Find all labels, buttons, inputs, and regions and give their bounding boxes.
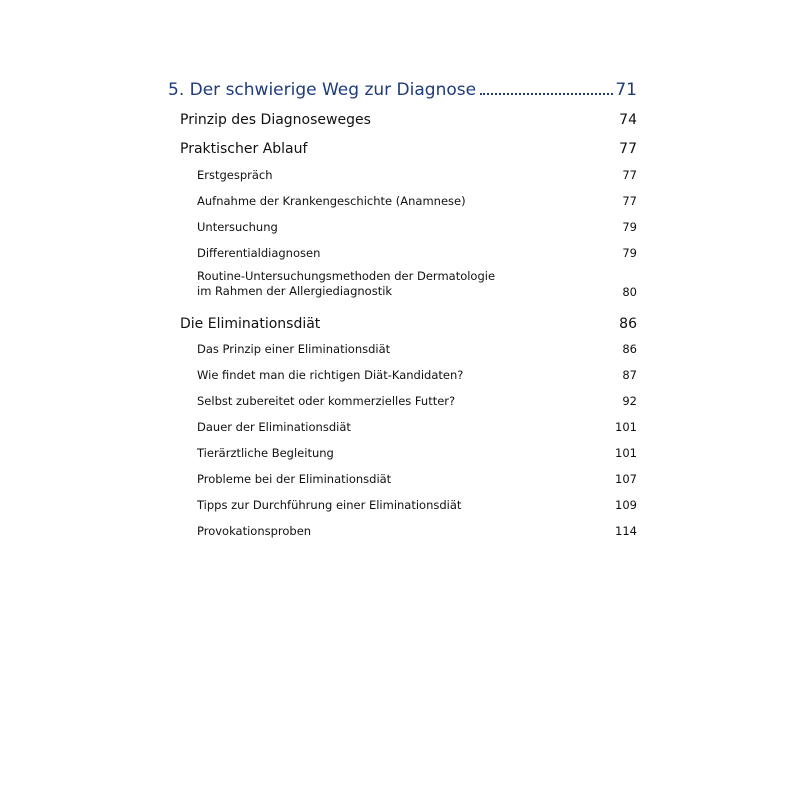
subsection-page-number: 87 (622, 368, 637, 382)
subsection-title: Das Prinzip einer Eliminationsdiät (197, 342, 391, 356)
subsection-title: Tierärztliche Begleitung (197, 446, 334, 460)
subsection-title: Tipps zur Durchführung einer Eliminationsdiät (197, 498, 462, 512)
subsection-page-number: 86 (622, 342, 637, 356)
subsection-title: Probleme bei der Eliminationsdiät (197, 472, 392, 486)
subsection-page-number: 101 (615, 420, 637, 434)
subsection-title-line-2: im Rahmen der Allergiediagnostik (197, 284, 393, 298)
toc-subsection-entry[interactable] (197, 494, 637, 512)
toc-subsection-entry[interactable] (197, 242, 637, 260)
toc-section-entry[interactable] (180, 310, 637, 332)
subsection-page-number: 107 (615, 472, 637, 486)
section-title: Die Eliminationsdiät (180, 316, 321, 332)
subsection-page-number: 79 (622, 220, 637, 234)
subsection-title: Wie findet man die richtigen Diät-Kandidaten? (197, 368, 464, 382)
toc-chapter-entry[interactable] (168, 74, 637, 100)
subsection-page-number: 80 (622, 285, 637, 299)
subsection-title: Aufnahme der Krankengeschichte (Anamnese) (197, 194, 466, 208)
chapter-page-number: 71 (615, 80, 637, 100)
section-page-number: 74 (619, 112, 637, 128)
subsection-title-line-1: Routine-Untersuchungsmethoden der Dermatologie (197, 269, 496, 283)
subsection-title (197, 269, 517, 299)
subsection-page-number: 77 (622, 168, 637, 182)
section-page-number: 77 (619, 141, 637, 157)
subsection-title: Untersuchung (197, 220, 278, 234)
subsection-page-number: 109 (615, 498, 637, 512)
section-title: Prinzip des Diagnoseweges (180, 112, 371, 128)
dot-leader (480, 93, 613, 95)
toc-subsection-entry[interactable] (197, 338, 637, 356)
toc-subsection-entry[interactable] (197, 390, 637, 408)
subsection-page-number: 101 (615, 446, 637, 460)
toc-subsection-entry[interactable] (197, 267, 637, 299)
section-page-number: 86 (619, 316, 637, 332)
toc-subsection-entry[interactable] (197, 520, 637, 538)
toc-subsection-entry[interactable] (197, 416, 637, 434)
toc-subsection-entry[interactable] (197, 190, 637, 208)
subsection-title: Erstgespräch (197, 168, 273, 182)
subsection-title: Differentialdiagnosen (197, 246, 321, 260)
toc-section-entry[interactable] (180, 135, 637, 157)
subsection-page-number: 79 (622, 246, 637, 260)
section-title: Praktischer Ablauf (180, 141, 308, 157)
subsection-page-number: 114 (615, 524, 637, 538)
subsection-page-number: 92 (622, 394, 637, 408)
chapter-title: 5. Der schwierige Weg zur Diagnose (168, 80, 477, 100)
toc-subsection-entry[interactable] (197, 442, 637, 460)
toc-subsection-entry[interactable] (197, 216, 637, 234)
subsection-title: Provokationsproben (197, 524, 312, 538)
subsection-page-number: 77 (622, 194, 637, 208)
toc-section-entry[interactable] (180, 106, 637, 128)
toc-subsection-entry[interactable] (197, 164, 637, 182)
subsection-title: Dauer der Eliminationsdiät (197, 420, 351, 434)
toc-subsection-entry[interactable] (197, 468, 637, 486)
subsection-title: Selbst zubereitet oder kommerzielles Futter? (197, 394, 456, 408)
toc-subsection-entry[interactable] (197, 364, 637, 382)
